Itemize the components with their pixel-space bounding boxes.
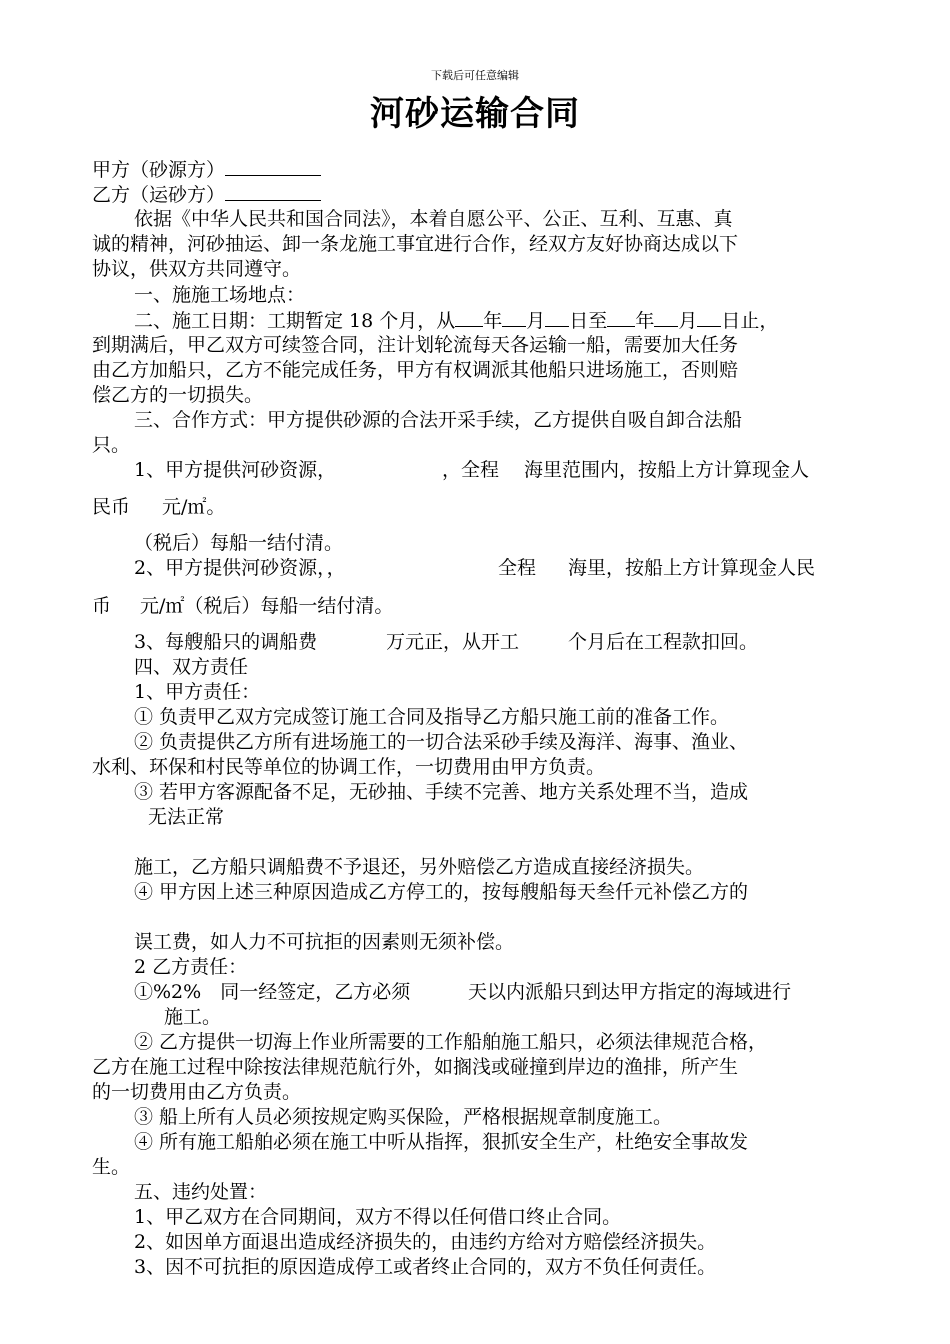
section-2-line-4: 偿乙方的一切损失。 xyxy=(92,384,264,406)
end-month-blank[interactable] xyxy=(654,308,678,327)
start-year-blank[interactable] xyxy=(455,308,483,327)
party-a-duty-3c: 施工，乙方船只调船费不予退还，另外赔偿乙方造成直接经济损失。 xyxy=(134,856,705,878)
party-a-duty-2a: ② 负责提供乙方所有进场施工的一切合法采砂手续及海洋、海事、渔业、 xyxy=(134,731,749,753)
party-b-label: 乙方（运砂方） xyxy=(92,184,226,206)
party-a-duty-3b: 无法正常 xyxy=(148,806,225,828)
year-label: 年 xyxy=(483,310,503,332)
item-3-2-text-b: 全程 xyxy=(498,557,537,579)
item-3-1-text-a: 1、甲方提供河砂资源， xyxy=(134,459,337,481)
month-label: 月 xyxy=(526,310,546,332)
breach-item-3: 3、因不可抗拒的原因造成停工或者终止合同的，双方不负任何责任。 xyxy=(134,1256,717,1278)
item-3-3-text-b: 万元正，从开工 xyxy=(386,631,520,653)
end-year-blank[interactable] xyxy=(607,308,635,327)
party-a-duty-4b: 误工费，如人力不可抗拒的因素则无须补偿。 xyxy=(134,931,515,953)
party-a-duty-1: ① 负责甲乙双方完成签订施工合同及指导乙方船只施工前的准备工作。 xyxy=(134,706,730,728)
day-end-label: 日止， xyxy=(721,310,779,332)
item-3-2-text-d: 币 xyxy=(92,595,112,617)
item-3-1-text-c: 海里范围内，按船上方计算现金人 xyxy=(524,459,810,481)
item-3-2-text-c: 海里，按船上方计算现金人民 xyxy=(568,557,816,579)
section-3-line-2: 只。 xyxy=(92,434,131,456)
start-month-blank[interactable] xyxy=(502,308,526,327)
party-a-line xyxy=(92,157,321,182)
end-day-blank[interactable] xyxy=(697,308,721,327)
item-3-1-text-f: （税后）每船一结付清。 xyxy=(134,532,344,554)
party-b-duties-title: 2 乙方责任： xyxy=(134,956,248,978)
party-a-duty-2b: 水利、环保和村民等单位的协调工作，一切费用由甲方负责。 xyxy=(92,756,606,778)
intro-line-2: 诚的精神，河砂抽运、卸一条龙施工事宜进行合作，经双方友好协商达成以下 xyxy=(92,233,739,255)
party-a-duties-title: 1、甲方责任： xyxy=(134,681,261,703)
party-a-blank[interactable] xyxy=(225,157,321,176)
party-b-duty-2b: 乙方在施工过程中除按法律规范航行外，如搁浅或碰撞到岸边的渔排，所产生 xyxy=(92,1056,739,1078)
intro-line-3: 协议，供双方共同遵守。 xyxy=(92,258,302,280)
party-b-duty-2a: ② 乙方提供一切海上作业所需要的工作船舶施工船只，必须法律规范合格， xyxy=(134,1031,768,1053)
contract-title: 河砂运输合同 xyxy=(370,94,580,134)
party-b-line xyxy=(92,182,321,207)
party-a-duty-4a: ④ 甲方因上述三种原因造成乙方停工的，按每艘船每天叁仟元补偿乙方的 xyxy=(134,881,749,903)
start-day-blank[interactable] xyxy=(545,308,569,327)
section-2-line-3: 由乙方加船只，乙方不能完成任务，甲方有权调派其他船只进场施工，否则赔 xyxy=(92,359,739,381)
item-3-1-text-d: 民币 xyxy=(92,496,131,518)
item-3-1-text-e: 元/㎡。 xyxy=(162,496,226,518)
party-a-duty-3a: ③ 若甲方客源配备不足，无砂抽、手续不完善、地方关系处理不当，造成 xyxy=(134,781,749,803)
intro-line-1: 依据《中华人民共和国合同法》，本着自愿公平、公正、互利、互惠、真 xyxy=(134,208,733,230)
party-a-label: 甲方（砂源方） xyxy=(92,159,226,181)
day-to-label: 日至 xyxy=(569,310,608,332)
party-b-blank[interactable] xyxy=(225,182,321,201)
item-3-2-text-e: 元/㎡（税后）每船一结付清。 xyxy=(140,595,394,617)
item-3-3-text-c: 个月后在工程款扣回。 xyxy=(568,631,759,653)
party-b-duty-2c: 的一切费用由乙方负责。 xyxy=(92,1081,302,1103)
year-label: 年 xyxy=(635,310,655,332)
section-2-line-1 xyxy=(134,308,778,333)
section-4-title: 四、双方责任 xyxy=(134,656,249,678)
section-2-line-2: 到期满后，甲乙双方可续签合同，注计划轮流每天各运输一船，需要加大任务 xyxy=(92,334,739,356)
party-b-duty-4a: ④ 所有施工船舶必须在施工中听从指挥，狠抓安全生产，杜绝安全事故发 xyxy=(134,1131,749,1153)
party-b-duty-1c: 施工。 xyxy=(164,1006,222,1028)
item-3-2-text-a: 2、甲方提供河砂资源，， xyxy=(134,557,346,579)
section-1-title: 一、施施工场地点： xyxy=(134,284,306,306)
party-b-duty-1b: 天以内派船只到达甲方指定的海域进行 xyxy=(468,981,792,1003)
item-3-1-text-b: ，全程 xyxy=(442,459,500,481)
item-3-3-text-a: 3、每艘船只的调船费 xyxy=(134,631,318,653)
month-label: 月 xyxy=(678,310,698,332)
party-b-duty-3: ③ 船上所有人员必须按规定购买保险，严格根据规章制度施工。 xyxy=(134,1106,673,1128)
header-note: 下载后可任意编辑 xyxy=(431,69,519,82)
party-b-duty-1a: ①%2% 同一经签定，乙方必须 xyxy=(134,981,411,1003)
section-5-title: 五、违约处置： xyxy=(134,1181,268,1203)
party-b-duty-4b: 生。 xyxy=(92,1156,131,1178)
breach-item-2: 2、如因单方面退出造成经济损失的，由违约方给对方赔偿经济损失。 xyxy=(134,1231,717,1253)
section-3-line-1: 三、合作方式：甲方提供砂源的合法开采手续，乙方提供自吸自卸合法船 xyxy=(134,409,743,431)
breach-item-1: 1、甲乙双方在合同期间，双方不得以任何借口终止合同。 xyxy=(134,1206,622,1228)
section-2-text: 二、施工日期：工期暂定 18 个月，从 xyxy=(134,310,456,332)
